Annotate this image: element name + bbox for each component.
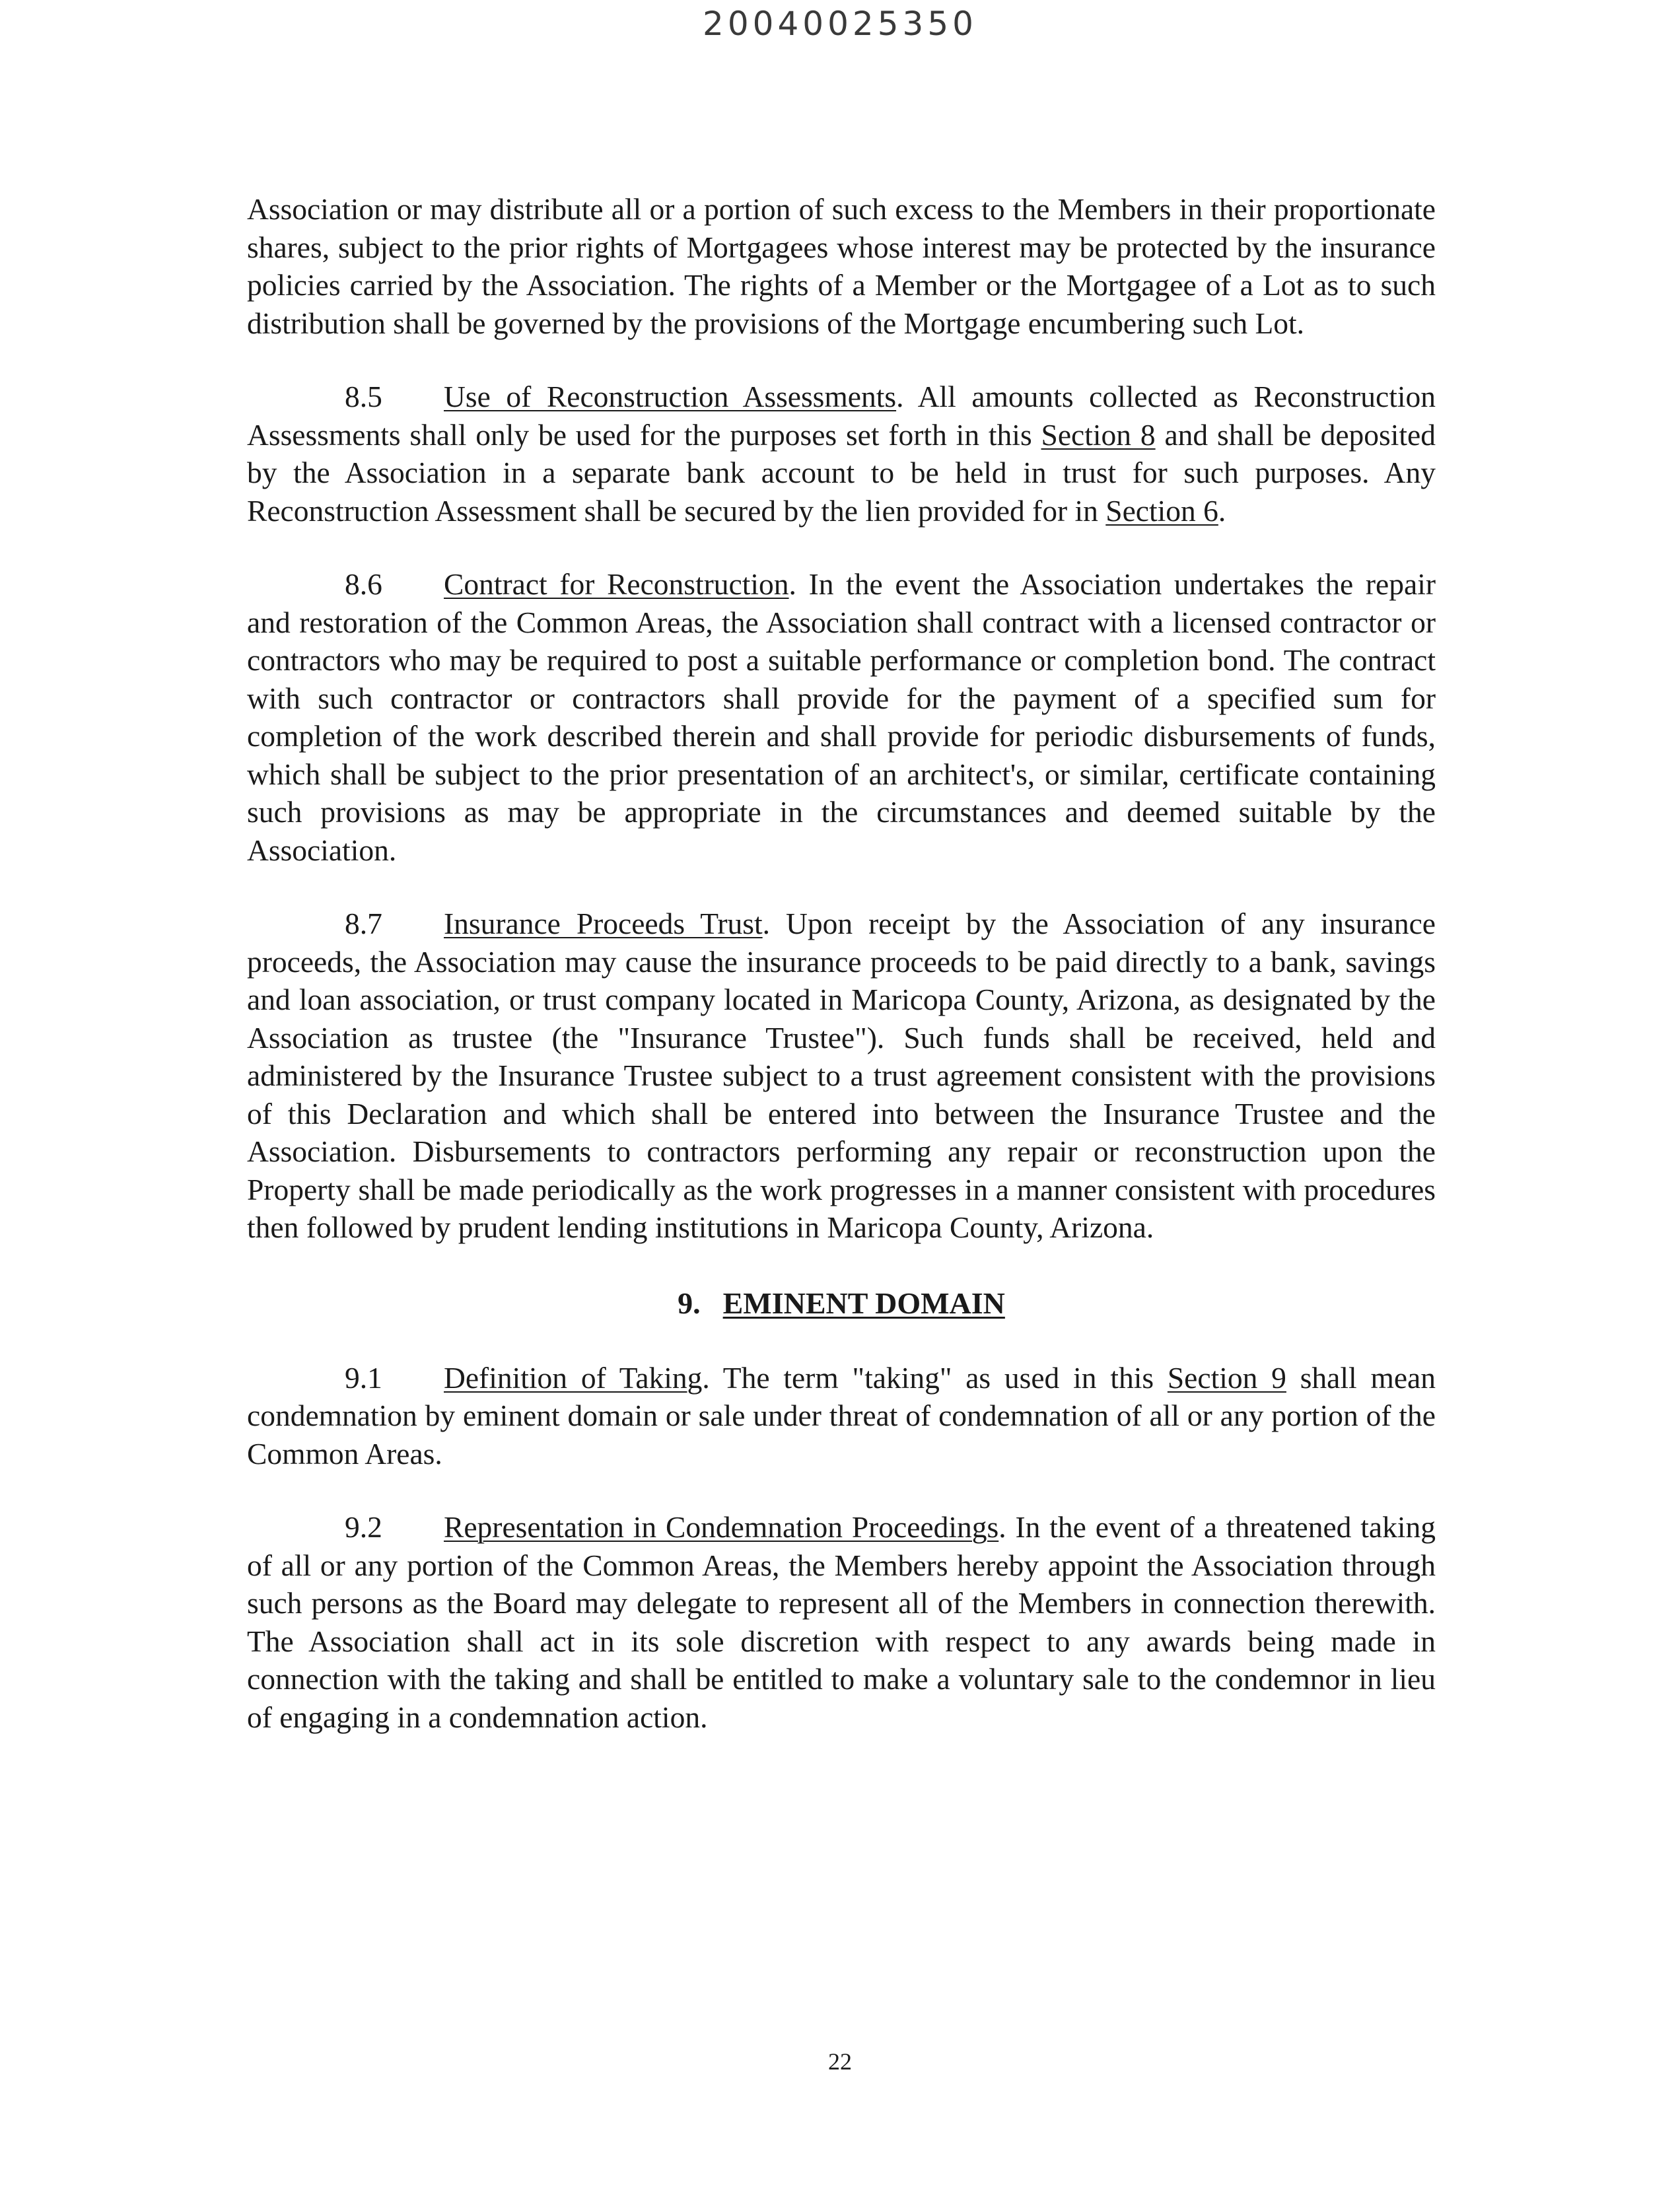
section-text: . In the event of a threatened taking of all or any portion of the Common Areas, the Members hereby appoint the Association through such persons as the Board may delegate to represent all of the Members in connection therewith. The Association shall act in its sole discretion with respect to any awards being made in connection with the taking and shall be entitled to make a voluntary sale to the condemnor in lieu of engaging in a condemnation action. xyxy=(247,1510,1436,1734)
heading-number: 9. xyxy=(678,1286,701,1320)
section-8-6 xyxy=(247,565,1436,869)
section-reference: Section 9 xyxy=(1167,1360,1286,1395)
page-number: 22 xyxy=(828,2048,852,2075)
heading-section-9 xyxy=(247,1284,1436,1323)
section-number: 8.7 xyxy=(345,907,382,940)
section-text: . xyxy=(1218,493,1226,528)
section-reference: Section 6 xyxy=(1105,493,1218,528)
section-number: 8.6 xyxy=(345,567,382,601)
page-body xyxy=(247,190,1436,1736)
section-8-5 xyxy=(247,378,1436,530)
section-number: 9.2 xyxy=(345,1510,382,1544)
section-text: . Upon receipt by the Association of any insurance proceeds, the Association may cause the insurance proceeds to be paid directly to a bank, savings and loan association, or trust company located in Maricopa County, Arizona, as designated by the Association as trustee (the "Insurance Trustee"). Such funds shall be received, held and administered by the Insurance Trustee subject to a trust agreement consistent with the provisions of this Declaration and which shall be entered into between the Insurance Trustee and the Association. Disbursements to contractors performing any repair or reconstruction upon the Property shall be made periodically as the work progresses in a manner consistent with procedures then followed by prudent lending institutions in Maricopa County, Arizona. xyxy=(247,907,1436,1244)
section-8-7 xyxy=(247,905,1436,1247)
section-text: . The term "taking" as used in this xyxy=(702,1360,1168,1395)
section-caption: Use of Reconstruction Assessments xyxy=(444,380,897,413)
section-number: 9.1 xyxy=(345,1360,382,1395)
section-number: 8.5 xyxy=(345,380,382,413)
section-9-1 xyxy=(247,1359,1436,1473)
section-reference: Section 8 xyxy=(1041,417,1156,452)
section-text: . All amounts collected as Reconstruction Assessments shall only be used for the purposes set forth in this xyxy=(247,380,1436,452)
section-caption: Contract for Reconstruction xyxy=(444,567,789,601)
document-number: 20040025350 xyxy=(703,5,977,43)
section-text: and shall be deposited by the Association in a separate bank account to be held in trust for such purposes. Any Reconstruction Assessment shall be secured by the lien provided for in xyxy=(247,417,1436,528)
section-caption: Insurance Proceeds Trust xyxy=(444,907,763,940)
paragraph-continuation xyxy=(247,190,1436,342)
section-caption: Definition of Taking xyxy=(444,1360,703,1395)
section-text: . In the event the Association undertakes the repair and restoration of the Common Areas, the Association shall contract with a licensed contractor or contractors who may be required to post a suitable performance or completion bond. The contract with such contractor or contractors shall provide for the payment of a specified sum for completion of the work described therein and shall provide for periodic disbursements of funds, which shall be subject to the prior presentation of an architect's, or similar, certificate containing such provisions as may be appropriate in the circumstances and deemed suitable by the Association. xyxy=(247,567,1436,867)
heading-title: EMINENT DOMAIN xyxy=(722,1286,1005,1320)
section-caption: Representation in Condemnation Proceedings xyxy=(444,1510,999,1544)
section-9-2 xyxy=(247,1508,1436,1736)
paragraph-text: Association or may distribute all or a portion of such excess to the Members in their proportionate shares, subject to the prior rights of Mortgagees whose interest may be protected by the insurance policies carried by the Association. The rights of a Member or the Mortgagee of a Lot as to such distribution shall be governed by the provisions of the Mortgage encumbering such Lot. xyxy=(247,192,1436,340)
section-text: shall mean condemnation by eminent domain or sale under threat of condemnation of all or any portion of the Common Areas. xyxy=(247,1360,1436,1471)
